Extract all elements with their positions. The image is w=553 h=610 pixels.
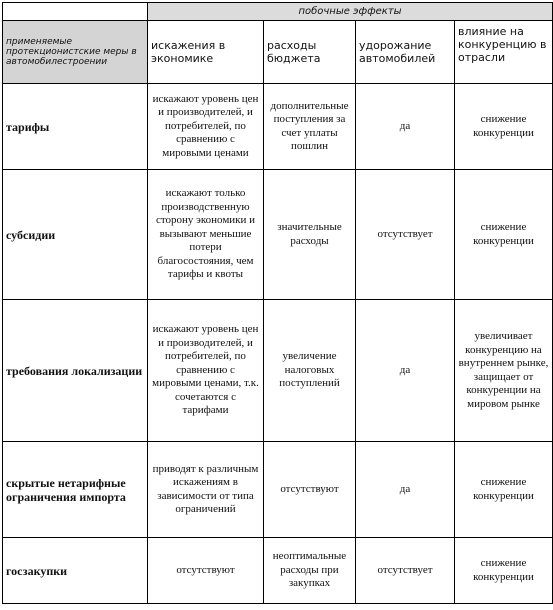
table-cell: снижение конкуренции (455, 442, 553, 538)
table-cell: неоптимальные расходы при закупках (264, 538, 356, 604)
table-row (3, 300, 553, 442)
header-banner-row (3, 3, 553, 21)
table-row (3, 538, 553, 604)
column-header-distortions: искажения в экономике (148, 21, 264, 84)
row-header: тарифы (3, 84, 148, 170)
measures-header: применяемые протекционистские меры в автомобилестроении (3, 21, 148, 84)
table-row (3, 170, 553, 300)
table-cell: увеличивает конкуренцию на внутреннем рынке, защищает от конкуренции на мировом рынке (455, 300, 553, 442)
table-cell: искажают только производственную сторону экономики и вызывают меньшие потери благосостояния, чем тарифы и квоты (148, 170, 264, 300)
table-cell: отсутствует (356, 538, 455, 604)
column-header-budget: расходы бюджета (264, 21, 356, 84)
row-header: требования локализации (3, 300, 148, 442)
column-header-price-rise: удорожание автомобилей (356, 21, 455, 84)
table-cell: да (356, 442, 455, 538)
row-header: скрытые нетарифные ограничения импорта (3, 442, 148, 538)
table-cell: искажают уровень цен и производителей, и потребителей, по сравнению с мировыми ценами, т.к. сочетаются с тарифами (148, 300, 264, 442)
table-cell: дополнительные поступления за счет уплаты пошлин (264, 84, 356, 170)
document-page (0, 2, 553, 610)
table-cell: искажают уровень цен и производителей, и потребителей, по сравнению с мировыми ценами (148, 84, 264, 170)
table-cell: снижение конкуренции (455, 538, 553, 604)
header-corner-empty (3, 3, 148, 21)
column-header-row (3, 21, 553, 84)
table-cell: да (356, 84, 455, 170)
table-cell: отсутствует (356, 170, 455, 300)
table-cell: снижение конкуренции (455, 170, 553, 300)
table-cell: значительные расходы (264, 170, 356, 300)
protectionism-effects-table (2, 2, 553, 604)
table-row (3, 442, 553, 538)
table-cell: отсутствуют (264, 442, 356, 538)
table-cell: снижение конкуренции (455, 84, 553, 170)
table-cell: да (356, 300, 455, 442)
table-cell: приводят к различным искажениям в зависимости от типа ограничений (148, 442, 264, 538)
table-row (3, 84, 553, 170)
column-header-competition: влияние на конкуренцию в отрасли (455, 21, 553, 84)
row-header: субсидии (3, 170, 148, 300)
table-cell: отсутствуют (148, 538, 264, 604)
side-effects-banner: побочные эффекты (148, 3, 553, 21)
row-header: госзакупки (3, 538, 148, 604)
table-cell: увеличение налоговых поступлений (264, 300, 356, 442)
